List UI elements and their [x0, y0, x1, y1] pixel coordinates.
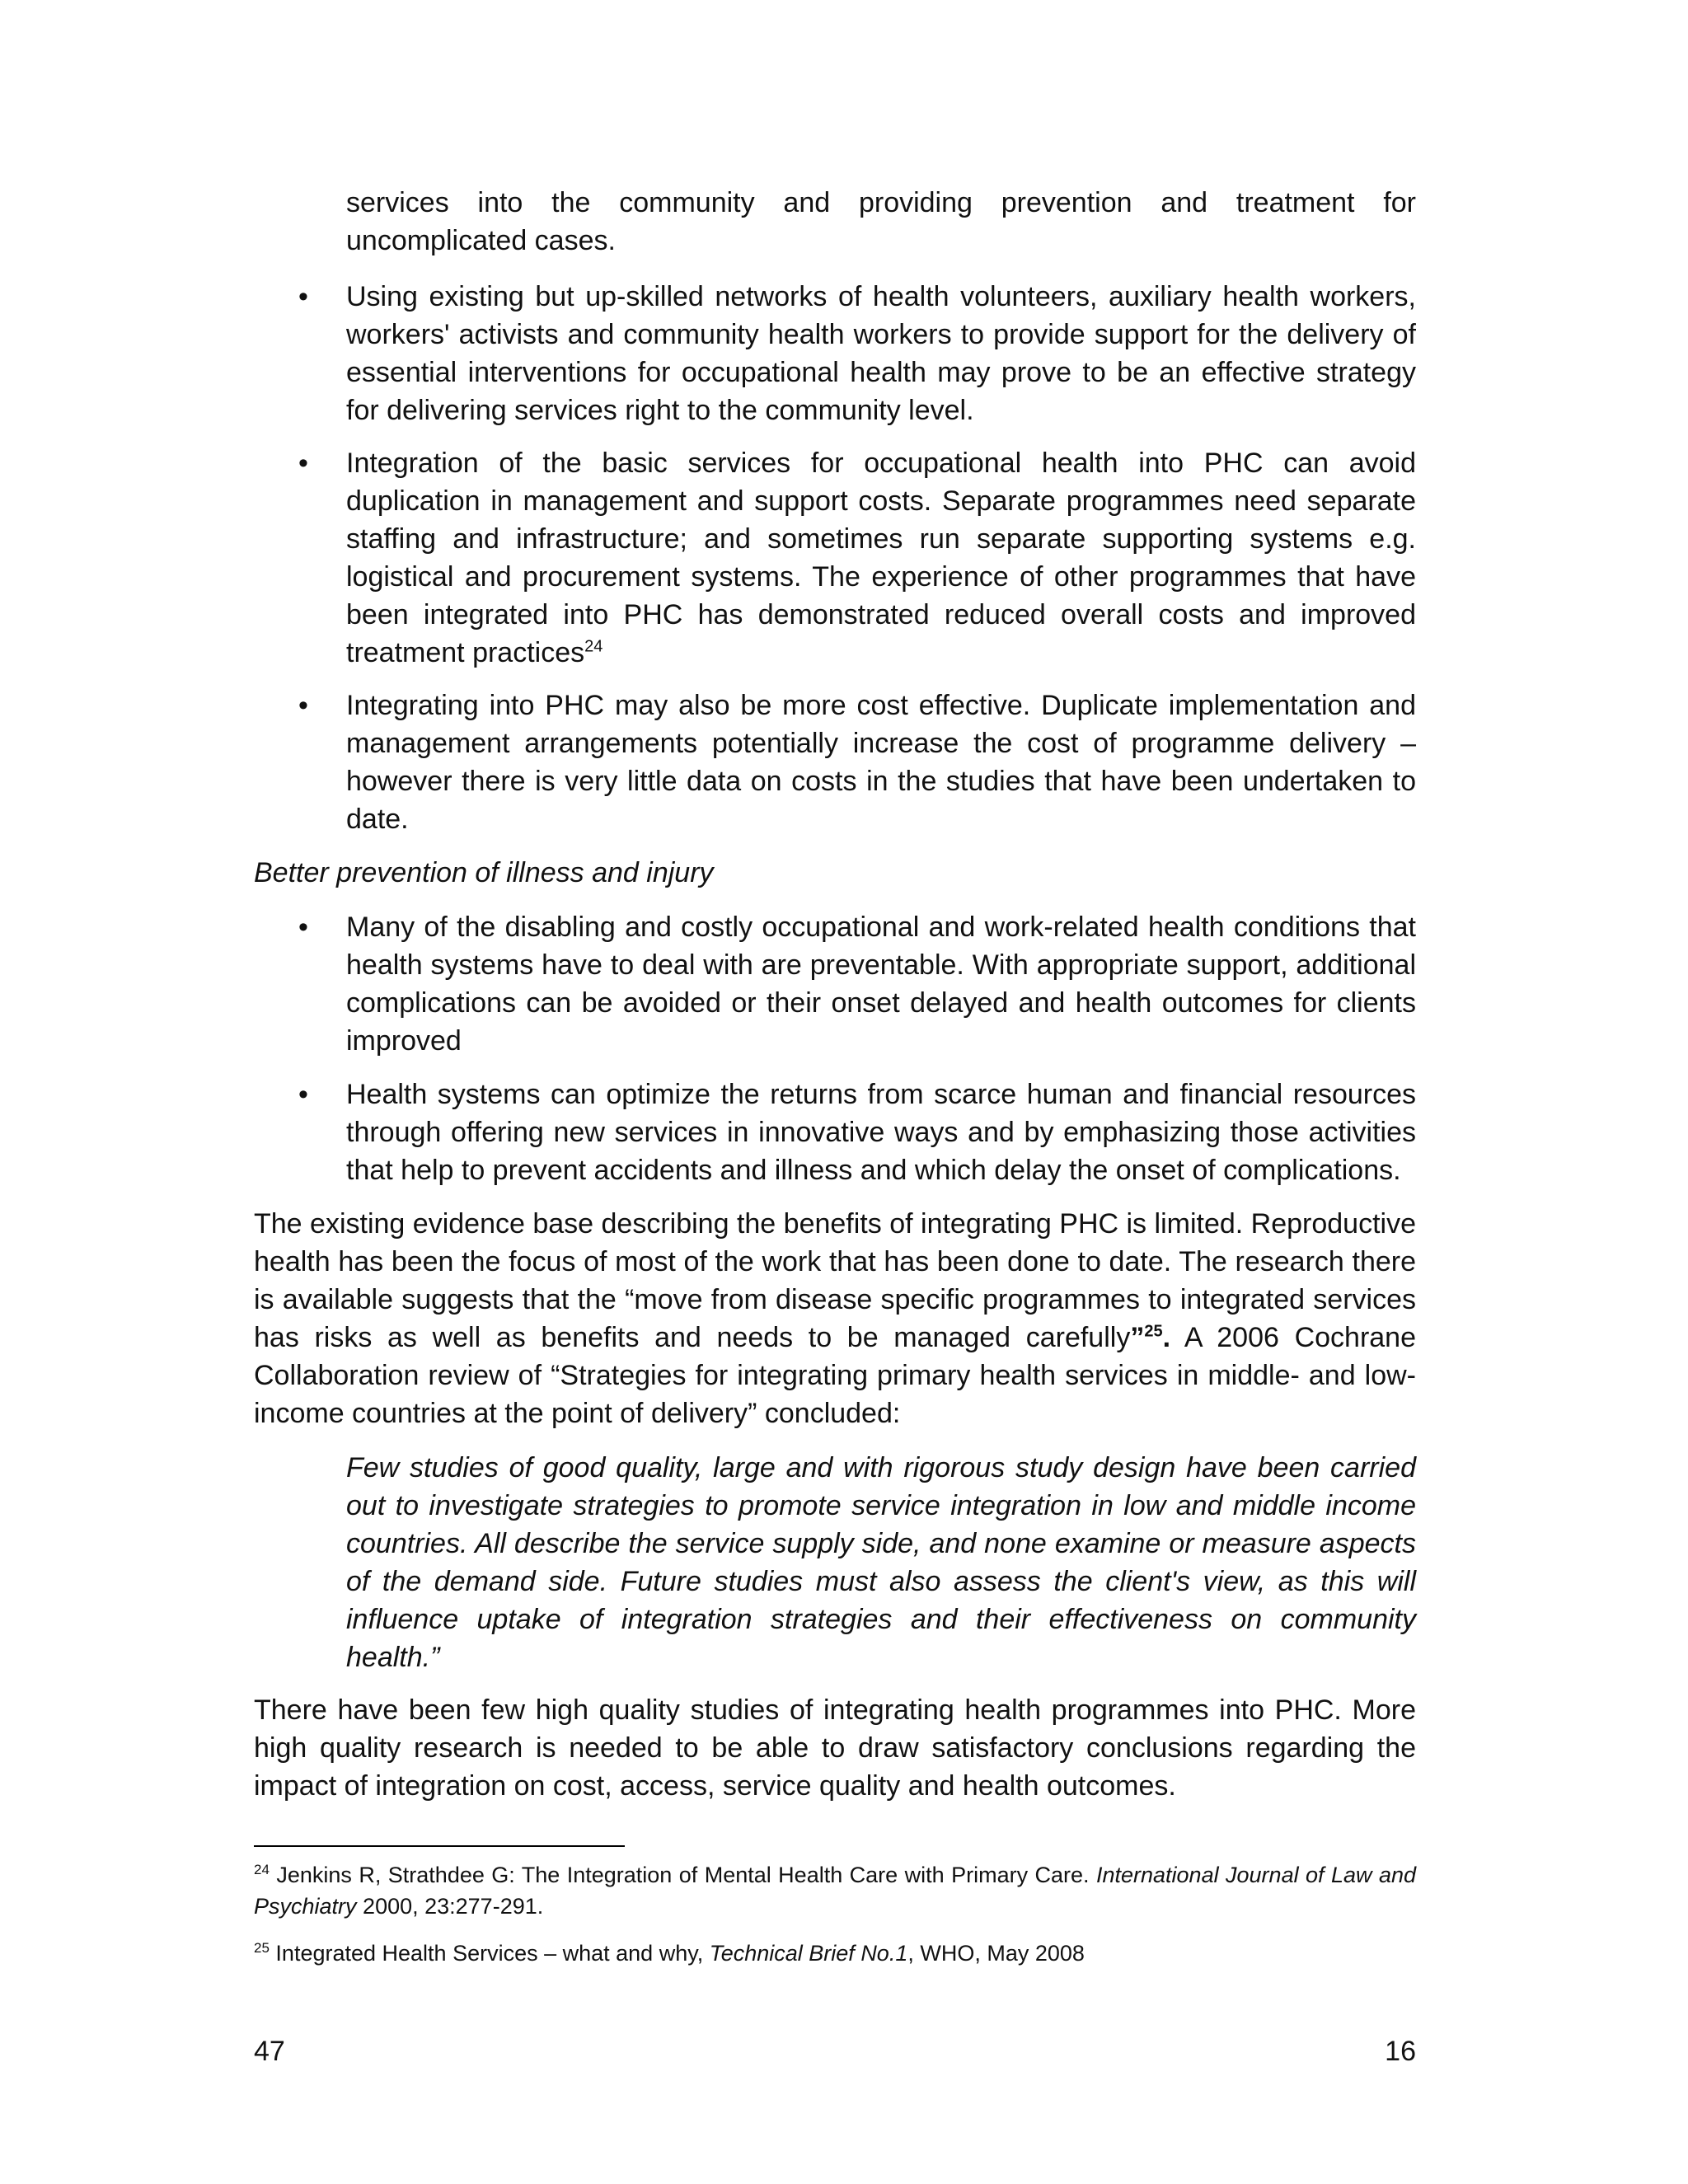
footnote-text: Jenkins R, Strathdee G: The Integration of Mental Health Care with Primary Care. — [269, 1863, 1096, 1887]
page-number-right: 16 — [1385, 2036, 1416, 2067]
evidence-text-part2: A 2006 Cochrane Collaboration review of “Strategies for integrating primary health services in middle- and low-income countries at the point of delivery” concluded: — [254, 1322, 1416, 1429]
footnote-text: 2000, 23:277-291. — [356, 1894, 544, 1919]
section-subheading: Better prevention of illness and injury — [254, 857, 714, 888]
bullet-text: Using existing but up-skilled networks of health volunteers, auxiliary health workers, workers' activists and community health workers to provide support for the delivery of essential interventions for occupational health may prove to be an effective strategy for delivering services right to the community level. — [346, 281, 1416, 426]
footnote-ref-24[interactable]: 24 — [584, 637, 603, 656]
footnote-text: Integrated Health Services – what and why, — [269, 1941, 710, 1966]
footnote-journal: International Journal of Law and Psychiatry — [254, 1863, 1416, 1919]
footnote-25 — [254, 1938, 1416, 1969]
bullet-dot-icon: • — [298, 690, 308, 721]
footnote-title: Technical Brief No.1 — [709, 1941, 908, 1966]
page-number-left: 47 — [254, 2036, 285, 2067]
closing-quote: ” — [1130, 1322, 1145, 1353]
bullet-text: Integrating into PHC may also be more cost effective. Duplicate implementation and management arrangements potentially increase the cost of programme delivery – however there is very little data on costs in the studies that have been undertaken to date. — [346, 690, 1416, 835]
bullet-item — [254, 908, 1416, 1060]
evidence-paragraph — [254, 1205, 1416, 1432]
closing-paragraph: There have been few high quality studies of integrating health programmes into PHC. More high quality research is needed to be able to draw satisfactory conclusions regarding the impact of integration on cost, access, service quality and health outcomes. — [254, 1694, 1416, 1802]
bullet-dot-icon: • — [298, 912, 308, 943]
evidence-text-part1: The existing evidence base describing the benefits of integrating PHC is limited. Reproductive health has been the focus of most of the work that has been done to date. The research there is available suggests that the “move from disease specific programmes to integrated services has risks as well as benefits and needs to be managed carefully — [254, 1208, 1416, 1353]
footnote-ref-25[interactable]: 25 — [1144, 1322, 1163, 1341]
bullet-item — [254, 278, 1416, 429]
bullet-text: Many of the disabling and costly occupational and work-related health conditions that health systems have to deal with are preventable. With appropriate support, additional complications can be avoided or their onset delayed and health outcomes for clients improved — [346, 912, 1416, 1057]
bullet-dot-icon: • — [298, 448, 308, 479]
bold-period: . — [1162, 1322, 1171, 1353]
bullet-item — [254, 444, 1416, 672]
bullet-dot-icon: • — [298, 281, 308, 312]
bullet-dot-icon: • — [298, 1079, 308, 1110]
continued-paragraph: services into the community and providing prevention and treatment for uncomplicated cases. — [346, 187, 1416, 256]
footnote-24 — [254, 1859, 1416, 1922]
bullet-text: Health systems can optimize the returns from scarce human and financial resources through offering new services in innovative ways and by emphasizing those activities that help to prevent accidents and illness and which delay the onset of complications. — [346, 1079, 1416, 1186]
footnote-number: 24 — [254, 1862, 270, 1877]
bullet-item — [254, 687, 1416, 838]
footnote-separator — [254, 1845, 625, 1847]
bullet-item — [254, 1076, 1416, 1189]
bullet-text: Integration of the basic services for occupational health into PHC can avoid duplication in management and support costs. Separate programmes need separate staffing and infrastructure; and sometimes run separate supporting systems e.g. logistical and procurement systems. The experience of other programmes that have been integrated into PHC has demonstrated reduced overall costs and improved treatment practices — [346, 448, 1416, 668]
footnote-text: , WHO, May 2008 — [907, 1941, 1085, 1966]
block-quote: Few studies of good quality, large and with rigorous study design have been carried out to investigate strategies to promote service integration in low and middle income countries. All describe the service supply side, and none examine or measure aspects of the demand side. Future studies must also assess the client's view, as this will influence uptake of integration strategies and their effectiveness on community health.” — [346, 1452, 1416, 1673]
footnote-number: 25 — [254, 1940, 270, 1956]
